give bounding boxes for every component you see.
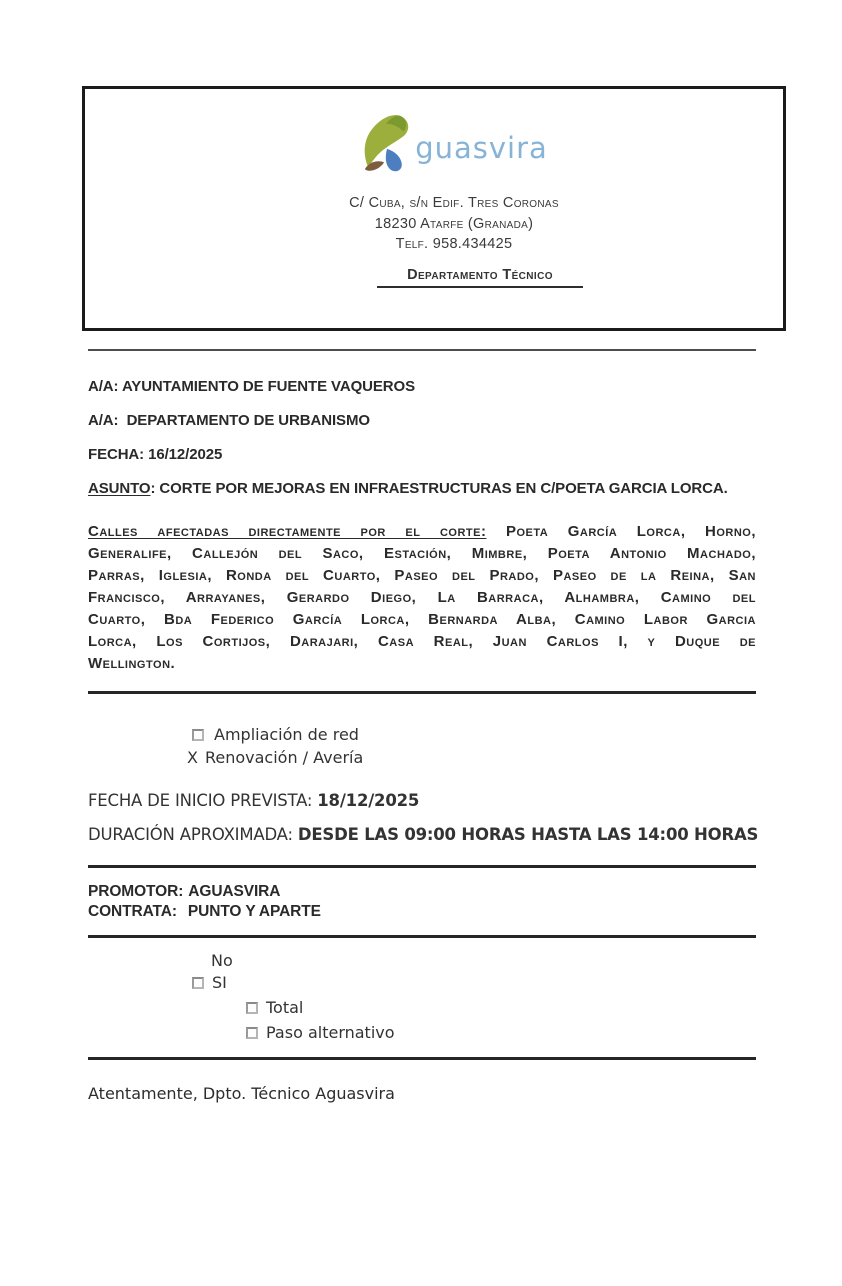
promoter-value: AGUASVIRA bbox=[188, 883, 281, 900]
traffic-paso-label: Paso alternativo bbox=[266, 1023, 395, 1042]
divider-rule bbox=[88, 865, 756, 868]
checkbox-total[interactable] bbox=[246, 1002, 258, 1014]
option-renovacion-row bbox=[187, 747, 842, 768]
traffic-total-label: Total bbox=[266, 998, 304, 1017]
checkbox-paso-alternativo[interactable] bbox=[246, 1027, 258, 1039]
contractor-label: CONTRATA: bbox=[88, 903, 177, 920]
traffic-options bbox=[0, 951, 842, 1043]
brand-wordmark: guasvira bbox=[415, 131, 548, 165]
letter-head-lines bbox=[0, 378, 842, 498]
address-line-3: Telf. 958.434425 bbox=[395, 236, 513, 252]
divider-rule bbox=[88, 935, 756, 938]
recipient-line-1: A/A: AYUNTAMIENTO DE FUENTE VAQUEROS bbox=[88, 378, 415, 395]
start-date-value: 18/12/2025 bbox=[317, 791, 420, 810]
start-date-line bbox=[88, 791, 842, 810]
traffic-si-row bbox=[192, 973, 842, 993]
closing-line: Atentamente, Dpto. Técnico Aguasvira bbox=[88, 1084, 395, 1103]
divider-rule bbox=[88, 349, 756, 351]
recipient-line-2: A/A: DEPARTAMENTO DE URBANISMO bbox=[88, 412, 370, 429]
divider-rule bbox=[88, 1057, 756, 1060]
contractor-line bbox=[88, 902, 842, 922]
aguasvira-logo-icon bbox=[360, 113, 414, 175]
document-page bbox=[0, 86, 842, 1286]
traffic-si-label: SI bbox=[212, 973, 227, 992]
checkbox-si[interactable] bbox=[192, 977, 204, 989]
traffic-paso-row bbox=[246, 1023, 842, 1043]
traffic-total-row bbox=[246, 998, 842, 1018]
promoter-label: PROMOTOR: bbox=[88, 883, 184, 900]
department-title: Departamento Técnico bbox=[377, 267, 583, 288]
traffic-no-label: No bbox=[211, 951, 233, 970]
date-line: FECHA: 16/12/2025 bbox=[88, 446, 223, 463]
start-date-label: FECHA DE INICIO PREVISTA: bbox=[88, 791, 313, 810]
affected-streets-list: Poeta García Lorca, Horno, Generalife, Callejón del Saco, Estación, Mimbre, Poeta Antonio Machado, Parras, Iglesia, Ronda del Cuarto, Paseo del Prado, Paseo de la Reina, San Francisco, Arrayanes, Gerardo Diego, La Barraca, Alhambra, Camino del Cuarto, Bda Federico García Lorca, Bernarda Alba, Camino Labor Garcia Lorca, Los Cortijos, Darajari, Casa Real, Juan Carlos I, y Duque de Wellington. bbox=[88, 523, 757, 672]
letterhead-content bbox=[349, 89, 559, 288]
subject-text: : CORTE POR MEJORAS EN INFRAESTRUCTURAS EN C/POETA GARCIA LORCA. bbox=[150, 480, 728, 497]
affected-streets-paragraph bbox=[88, 521, 756, 675]
duration-label: DURACIÓN APROXIMADA: bbox=[88, 825, 293, 844]
aguasvira-logo bbox=[360, 113, 548, 175]
promoter-block bbox=[88, 882, 842, 922]
duration-line bbox=[88, 825, 842, 844]
divider-rule bbox=[88, 691, 756, 694]
work-type-options bbox=[0, 724, 842, 768]
option-ampliacion-row bbox=[192, 724, 842, 745]
x-selected-mark: X bbox=[187, 748, 198, 767]
address-line-2: 18230 Atarfe (Granada) bbox=[374, 215, 534, 232]
option-ampliacion-label: Ampliación de red bbox=[214, 725, 359, 744]
option-renovacion-label: Renovación / Avería bbox=[204, 748, 364, 767]
subject-line bbox=[88, 480, 842, 498]
subject-label: ASUNTO bbox=[88, 480, 151, 497]
duration-value: DESDE LAS 09:00 HORAS HASTA LAS 14:00 HORAS bbox=[297, 825, 759, 844]
checkbox-ampliacion[interactable] bbox=[192, 729, 204, 741]
address-line-1: C/ Cuba, s/n Edif. Tres Coronas bbox=[349, 195, 559, 211]
affected-streets-label: Calles afectadas directamente por el corte: bbox=[88, 523, 487, 540]
letterhead-box bbox=[82, 86, 786, 331]
company-address bbox=[349, 193, 559, 255]
promoter-line bbox=[88, 882, 842, 902]
contractor-value: PUNTO Y APARTE bbox=[187, 903, 321, 920]
